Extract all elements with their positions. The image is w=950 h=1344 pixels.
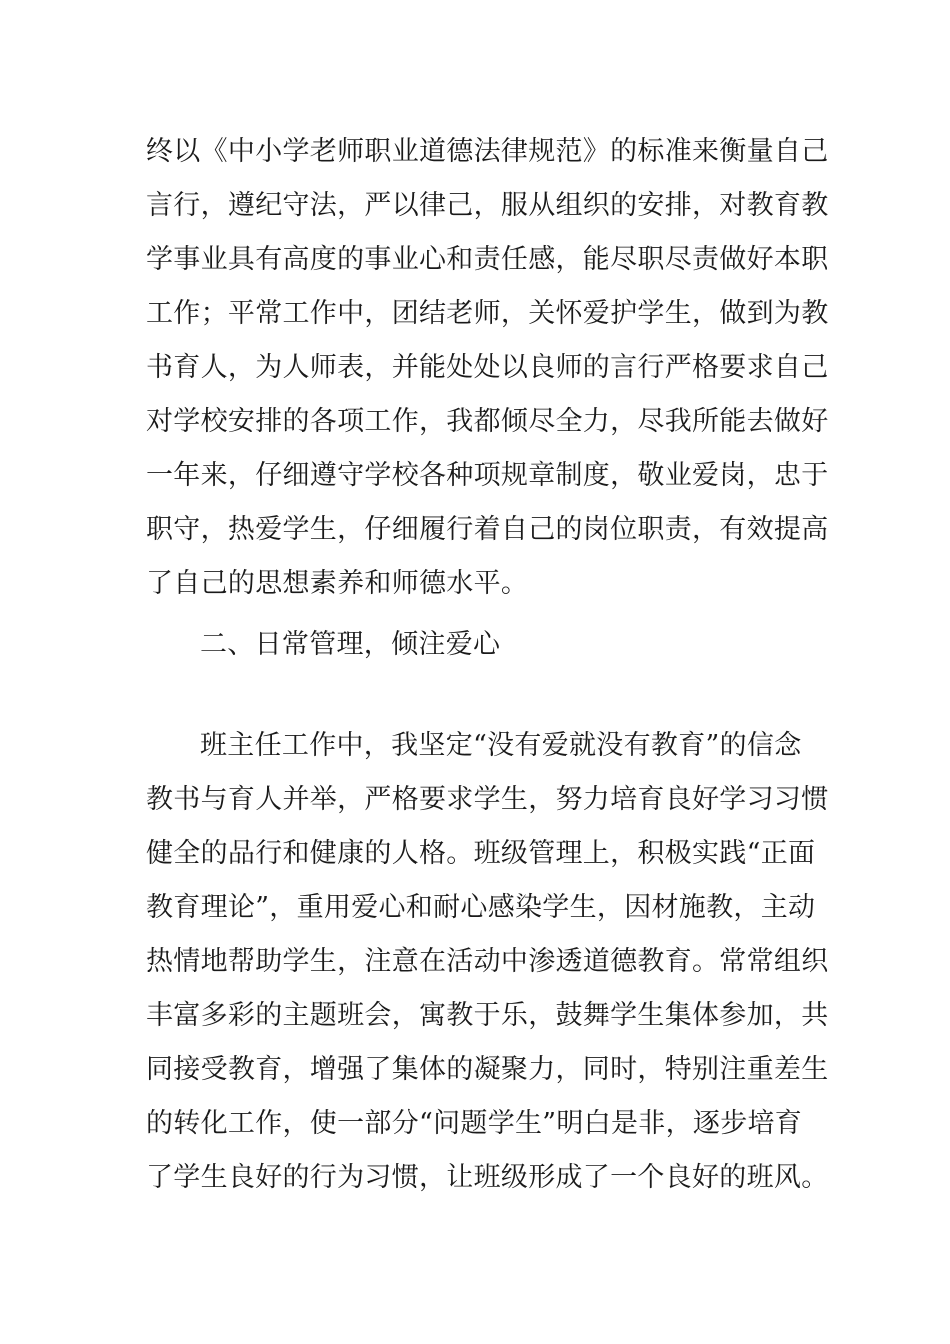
paragraph-2 bbox=[146, 719, 829, 1205]
paragraph-1 bbox=[146, 125, 829, 611]
paragraph-2-line: 班主任工作中，我坚定“没有爱就没有教育”的信念 bbox=[200, 730, 802, 761]
paragraph-2-line: 热情地帮助学生，注意在活动中渗透道德教育。常常组织 bbox=[146, 946, 829, 977]
paragraph-2-line: 同接受教育，增强了集体的凝聚力，同时，特别注重差生 bbox=[146, 1054, 829, 1085]
paragraph-2-line: 了学生良好的行为习惯，让班级形成了一个良好的班风。 bbox=[146, 1162, 829, 1193]
paragraph-1-line: 对学校安排的各项工作，我都倾尽全力，尽我所能去做好 bbox=[146, 406, 829, 437]
paragraph-2-line: 教书与育人并举，严格要求学生，努力培育良好学习习惯 bbox=[146, 784, 829, 815]
paragraph-1-line: 书育人，为人师表，并能处处以良师的言行严格要求自己 bbox=[146, 352, 829, 383]
paragraph-1-line: 学事业具有高度的事业心和责任感，能尽职尽责做好本职 bbox=[146, 244, 829, 275]
paragraph-1-line: 了自己的思想素养和师德水平。 bbox=[146, 568, 529, 599]
paragraph-1-line: 职守，热爱学生，仔细履行着自己的岗位职责，有效提高 bbox=[146, 514, 829, 545]
paragraph-1-line: 言行，遵纪守法，严以律己，服从组织的安排，对教育教 bbox=[146, 190, 829, 221]
section-2-heading-block bbox=[146, 618, 826, 672]
paragraph-1-line: 工作；平常工作中，团结老师，关怀爱护学生，做到为教 bbox=[146, 298, 829, 329]
paragraph-1-line: 终以《中小学老师职业道德法律规范》的标准来衡量自己 bbox=[146, 136, 829, 167]
paragraph-2-line: 健全的品行和健康的人格。班级管理上，积极实践“正面 bbox=[146, 838, 816, 869]
section-2-heading: 二、日常管理，倾注爱心 bbox=[200, 629, 501, 660]
paragraph-1-line: 一年来，仔细遵守学校各种项规章制度，敬业爱岗，忠于 bbox=[146, 460, 829, 491]
paragraph-2-line: 教育理论”，重用爱心和耐心感染学生，因材施教，主动 bbox=[146, 892, 816, 923]
paragraph-2-line: 的转化工作，使一部分“问题学生”明白是非，逐步培育 bbox=[146, 1108, 803, 1139]
paragraph-2-line: 丰富多彩的主题班会，寓教于乐，鼓舞学生集体参加，共 bbox=[146, 1000, 829, 1031]
